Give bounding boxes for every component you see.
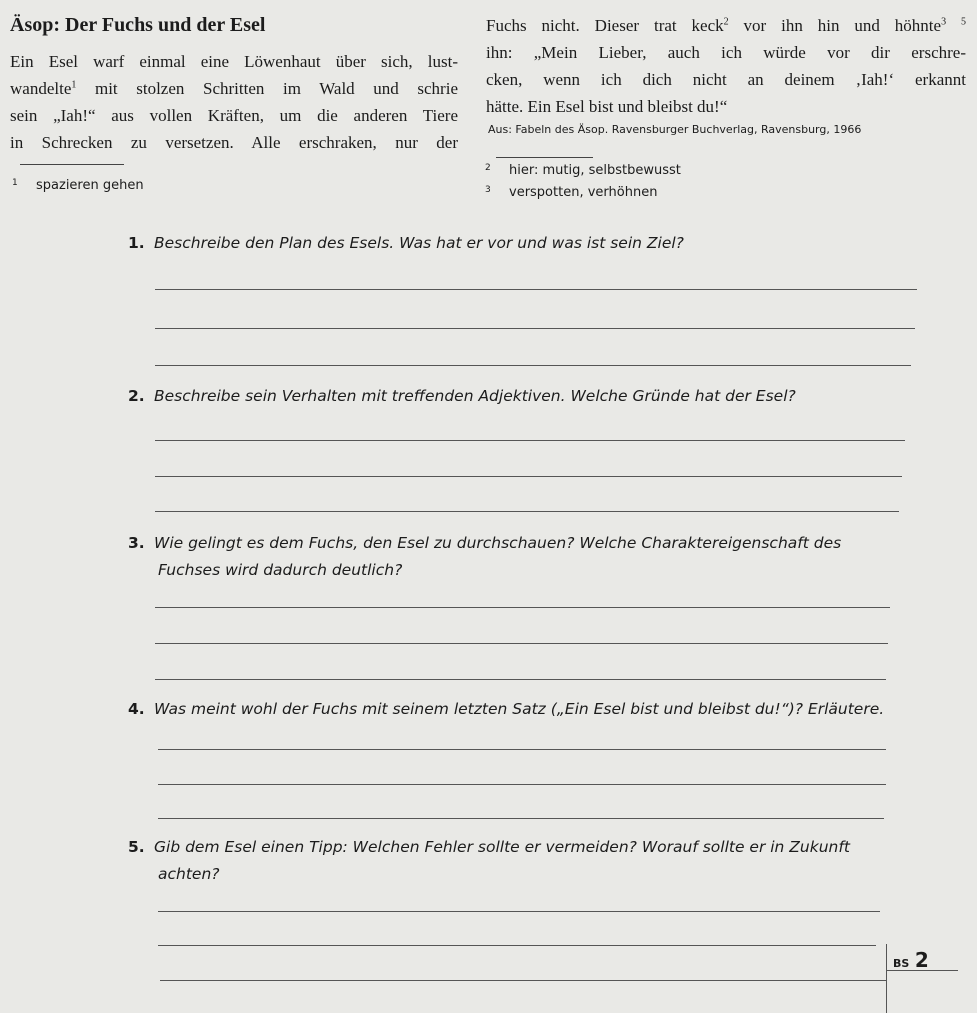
question-1 [128, 230, 684, 257]
question-number: 5. [128, 838, 145, 856]
footnote-2 [485, 163, 681, 178]
footnote-text: verspotten, verhöhnen [509, 185, 658, 200]
page-marker-prefix: BS [893, 957, 910, 970]
answer-line[interactable] [158, 784, 886, 785]
footnote-text: hier: mutig, selbstbewusst [509, 163, 681, 178]
footnote-3 [485, 185, 657, 200]
answer-line[interactable] [155, 679, 886, 680]
answer-line[interactable] [155, 643, 888, 644]
answer-line[interactable] [155, 511, 899, 512]
story-line: cken, wenn ich dich nicht an deinem ‚Iah!‘ erkannt [486, 70, 966, 89]
story-right-column [486, 12, 966, 120]
story-left-column [10, 48, 458, 156]
page-marker [893, 948, 929, 972]
answer-line[interactable] [158, 945, 876, 946]
footnote-text: spazieren gehen [36, 178, 144, 193]
question-text: achten? [158, 865, 220, 883]
story-line: hätte. Ein Esel bist und bleibst du!“ [486, 97, 728, 116]
story-line: wandelte$^1$ mit stolzen Schritten im Wald und schrie [10, 79, 458, 98]
footnote-number: 2 [485, 163, 491, 173]
story-line: sein „Iah!“ aus vollen Kräften, um die anderen Tiere [10, 106, 458, 125]
page-title: Äsop: Der Fuchs und der Esel [10, 14, 266, 36]
footnote-rule [20, 164, 124, 165]
question-2 [128, 383, 796, 410]
question-text: Beschreibe sein Verhalten mit treffenden Adjektiven. Welche Gründe hat der Esel? [154, 387, 796, 405]
answer-line[interactable] [158, 818, 884, 819]
question-text: Beschreibe den Plan des Esels. Was hat er vor und was ist sein Ziel? [154, 234, 684, 252]
story-line: in Schrecken zu versetzen. Alle erschraken, nur der [10, 133, 458, 152]
question-number: 4. [128, 700, 145, 718]
page-marker-number: 2 [914, 948, 929, 972]
question-text: Fuchses wird dadurch deutlich? [158, 561, 403, 579]
footnote-number: 1 [12, 178, 18, 188]
question-text: Was meint wohl der Fuchs mit seinem letzten Satz („Ein Esel bist und bleibst du!“)? Erläutere. [154, 700, 885, 718]
question-text: Gib dem Esel einen Tipp: Welchen Fehler sollte er vermeiden? Worauf sollte er in Zukunft [154, 838, 850, 856]
answer-line[interactable] [155, 328, 915, 329]
story-line-text: Fuchs nicht. Dieser trat keck$^2$ vor ihn hin und höhnte$^3$ [486, 16, 947, 35]
answer-line[interactable] [155, 365, 911, 366]
answer-line[interactable] [155, 476, 902, 477]
story-line: ihn: „Mein Lieber, auch ich würde vor dir erschre- [486, 43, 966, 62]
question-5 [128, 834, 850, 888]
footnote-number: 3 [485, 185, 491, 195]
footnote-rule [496, 157, 593, 158]
question-number: 3. [128, 534, 145, 552]
answer-line[interactable] [160, 980, 886, 981]
story-line: Ein Esel warf einmal eine Löwenhaut über sich, lust- [10, 52, 458, 71]
story-line [486, 12, 966, 39]
answer-line[interactable] [158, 911, 880, 912]
answer-line[interactable] [155, 289, 917, 290]
question-number: 1. [128, 234, 145, 252]
source-citation: Aus: Fabeln des Äsop. Ravensburger Buchverlag, Ravensburg, 1966 [488, 123, 862, 136]
margin-divider [886, 944, 887, 1013]
footnote-1 [12, 178, 144, 193]
question-3 [128, 530, 841, 584]
answer-line[interactable] [155, 607, 890, 608]
stray-number: 5 [961, 16, 966, 28]
answer-line[interactable] [158, 749, 886, 750]
question-number: 2. [128, 387, 145, 405]
answer-line[interactable] [155, 440, 905, 441]
question-text: Wie gelingt es dem Fuchs, den Esel zu durchschauen? Welche Charaktereigenschaft des [154, 534, 842, 552]
question-4 [128, 696, 884, 723]
